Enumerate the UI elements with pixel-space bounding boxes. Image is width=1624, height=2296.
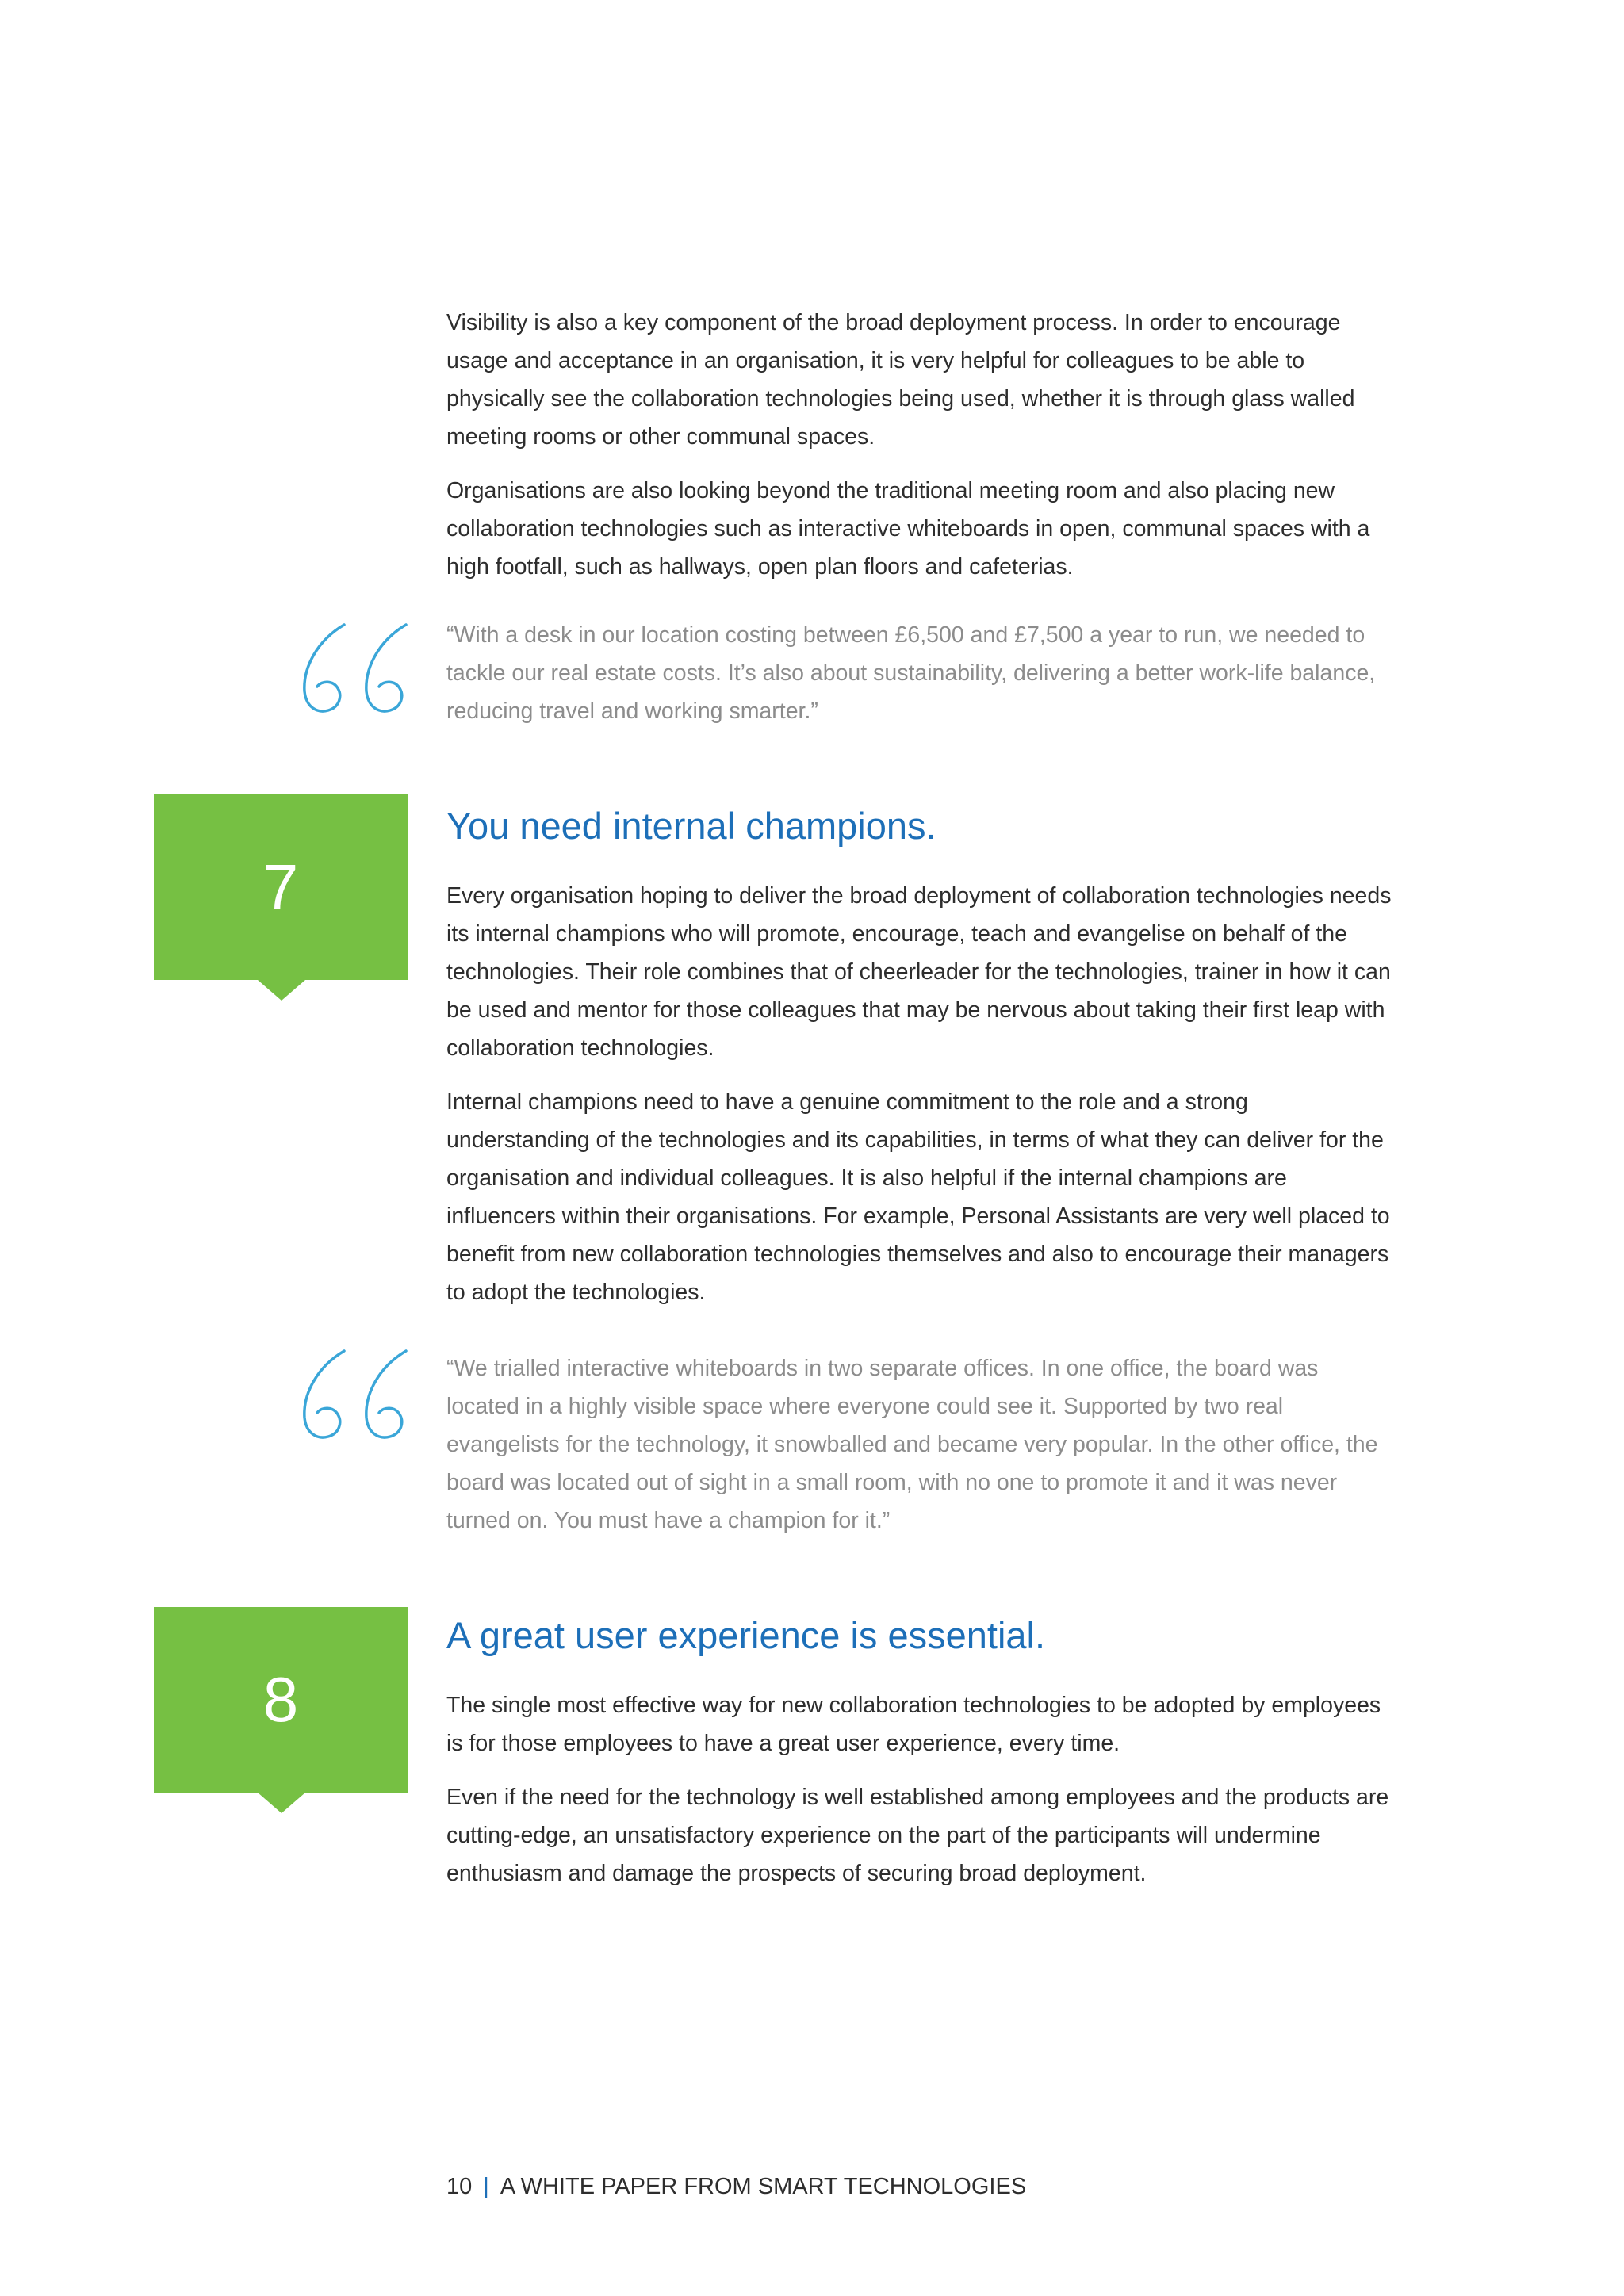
- section-7-quote: “We trialled interactive whiteboards in two separate offices. In one office, the board was located in a highly visible space where everyone could see it. Supported by two real evangelists for the technology, it snowballed and became very popular. In the other office, the board was located out of sight in a small room, with no one to promote it and it was never turned on. You must have a champion for it.”: [446, 1356, 1378, 1533]
- section-8-number: 8: [262, 1664, 299, 1735]
- section-7-heading: You need internal champions.: [446, 805, 936, 847]
- section-7-quote-block: [446, 1349, 1394, 1540]
- page-footer: [446, 2171, 1026, 2202]
- intro-quote: “With a desk in our location costing between £6,500 and £7,500 a year to run, we needed to tackle our real estate costs. It’s also about sustainability, delivering a better work-life balance, reducing travel and working smarter.”: [446, 622, 1376, 724]
- quote-mark-icon: [295, 1345, 414, 1448]
- intro-text-block: [446, 304, 1394, 602]
- section-8-number-badge: [154, 1607, 408, 1793]
- section-8-paragraph-1: The single most effective way for new collaboration technologies to be adopted by employees is for those employees to have a great user experience, every time.: [446, 1693, 1381, 1756]
- footer-title: A WHITE PAPER FROM SMART TECHNOLOGIES: [500, 2174, 1027, 2199]
- badge-pointer: [258, 980, 305, 1001]
- intro-quote-block: [446, 616, 1394, 730]
- section-8-heading: A great user experience is essential.: [446, 1614, 1046, 1656]
- intro-paragraph-1: Visibility is also a key component of the broad deployment process. In order to encourage usage and acceptance in an organisation, it is very helpful for colleagues to be able to physically see the collaboration technologies being used, whether it is through glass walled meeting rooms or other communal spaces.: [446, 310, 1355, 450]
- intro-paragraph-2: Organisations are also looking beyond the traditional meeting room and also placing new collaboration technologies such as interactive whiteboards in open, communal spaces with a high footfall, such as hallways, open plan floors and cafeterias.: [446, 478, 1370, 580]
- section-7-block: [446, 802, 1394, 1327]
- section-7-paragraph-1: Every organisation hoping to deliver the broad deployment of collaboration technologies needs its internal champions who will promote, encourage, teach and evangelise on behalf of the technologies. Their role combines that of cheerleader for the technologies, trainer in how it can be used and mentor for those colleagues that may be nervous about taking their first leap with collaboration technologies.: [446, 883, 1392, 1061]
- footer-separator: |: [483, 2174, 489, 2199]
- section-8-block: [446, 1612, 1394, 1908]
- section-7-paragraph-2: Internal champions need to have a genuine commitment to the role and a strong understanding of the technologies and its capabilities, in terms of what they can deliver for the organisation and individual colleagues. It is also helpful if the internal champions are influencers within their organisations. For example, Personal Assistants are very well placed to benefit from new collaboration technologies themselves and also to encourage their managers to adopt the technologies.: [446, 1089, 1390, 1305]
- badge-pointer: [258, 1793, 305, 1813]
- section-8-paragraph-2: Even if the need for the technology is well established among employees and the products are cutting-edge, an unsatisfactory experience on the part of the participants will undermine enthusiasm and damage the prospects of securing broad deployment.: [446, 1785, 1389, 1886]
- section-7-number: 7: [262, 851, 299, 922]
- section-7-number-badge: [154, 794, 408, 980]
- page-number: 10: [446, 2174, 473, 2199]
- quote-mark-icon: [295, 618, 414, 721]
